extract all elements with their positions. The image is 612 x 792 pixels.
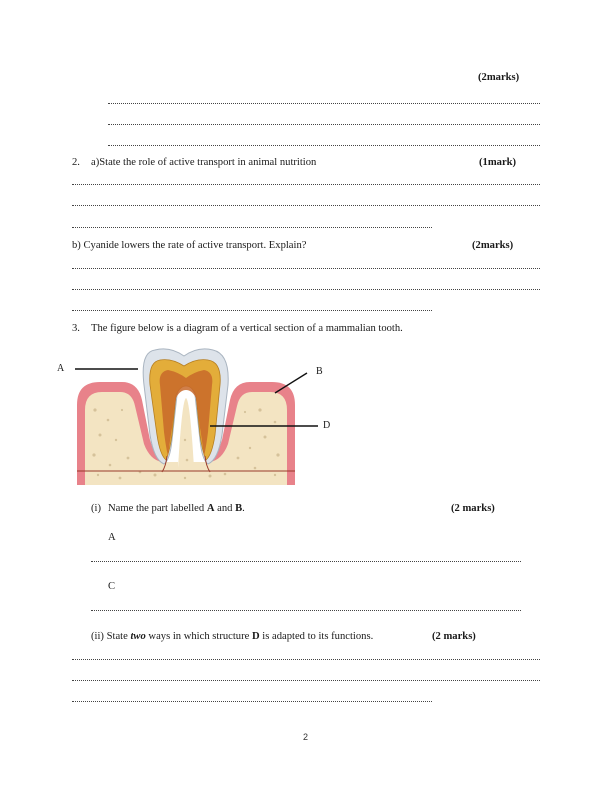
q3-i-end: .: [242, 503, 245, 514]
answer-line[interactable]: [91, 561, 521, 562]
tooth-diagram: [50, 340, 350, 495]
label-B: B: [316, 366, 323, 377]
answer-line[interactable]: [72, 227, 432, 228]
q1-marks: (2marks): [478, 72, 520, 83]
q3-i-bold-b: B: [235, 503, 243, 514]
answer-line[interactable]: [72, 184, 540, 185]
answer-label-c: C: [108, 581, 116, 592]
q3-ii-emph: two: [130, 631, 146, 642]
q3-ii-number: (ii): [91, 631, 104, 642]
answer-line[interactable]: [108, 124, 540, 125]
q3-ii-marks: (2 marks): [432, 631, 476, 642]
q3-i-text-pre: Name the part labelled: [108, 503, 207, 514]
q3-i-bold-a: A: [206, 503, 215, 514]
answer-line[interactable]: [108, 103, 540, 104]
q3-ii-text: [91, 631, 373, 642]
q3-i-number: (i): [91, 503, 101, 514]
answer-line[interactable]: [72, 680, 540, 681]
answer-line[interactable]: [72, 205, 540, 206]
q3-ii-bold-d: D: [251, 631, 260, 642]
label-A: A: [57, 363, 65, 374]
answer-line[interactable]: [72, 310, 432, 311]
q2a-text: a)State the role of active transport in animal nutrition: [91, 157, 317, 168]
answer-line[interactable]: [91, 610, 521, 611]
answer-line[interactable]: [72, 701, 432, 702]
answer-label-a: A: [108, 532, 116, 543]
q3-i-marks: (2 marks): [451, 503, 495, 514]
q2b-marks: (2marks): [472, 240, 514, 251]
q2b-text: b) Cyanide lowers the rate of active transport. Explain?: [72, 240, 307, 251]
q3-ii-text-end: is adapted to its functions.: [259, 631, 374, 642]
q3-ii-text-pre: State: [106, 631, 131, 642]
q3-i-text: [108, 503, 245, 514]
q3-i-mid: and: [214, 503, 236, 514]
answer-line[interactable]: [72, 659, 540, 660]
q3-text: The figure below is a diagram of a vertical section of a mammalian tooth.: [91, 323, 403, 334]
q2a-marks: (1mark): [479, 157, 517, 168]
q3-ii-text-mid: ways in which structure: [145, 631, 252, 642]
answer-line[interactable]: [108, 145, 540, 146]
label-D: D: [323, 420, 331, 431]
q2-number: 2.: [72, 157, 80, 168]
answer-line[interactable]: [72, 268, 540, 269]
answer-line[interactable]: [72, 289, 540, 290]
page-number: 2: [303, 732, 309, 742]
q3-number: 3.: [72, 323, 80, 334]
